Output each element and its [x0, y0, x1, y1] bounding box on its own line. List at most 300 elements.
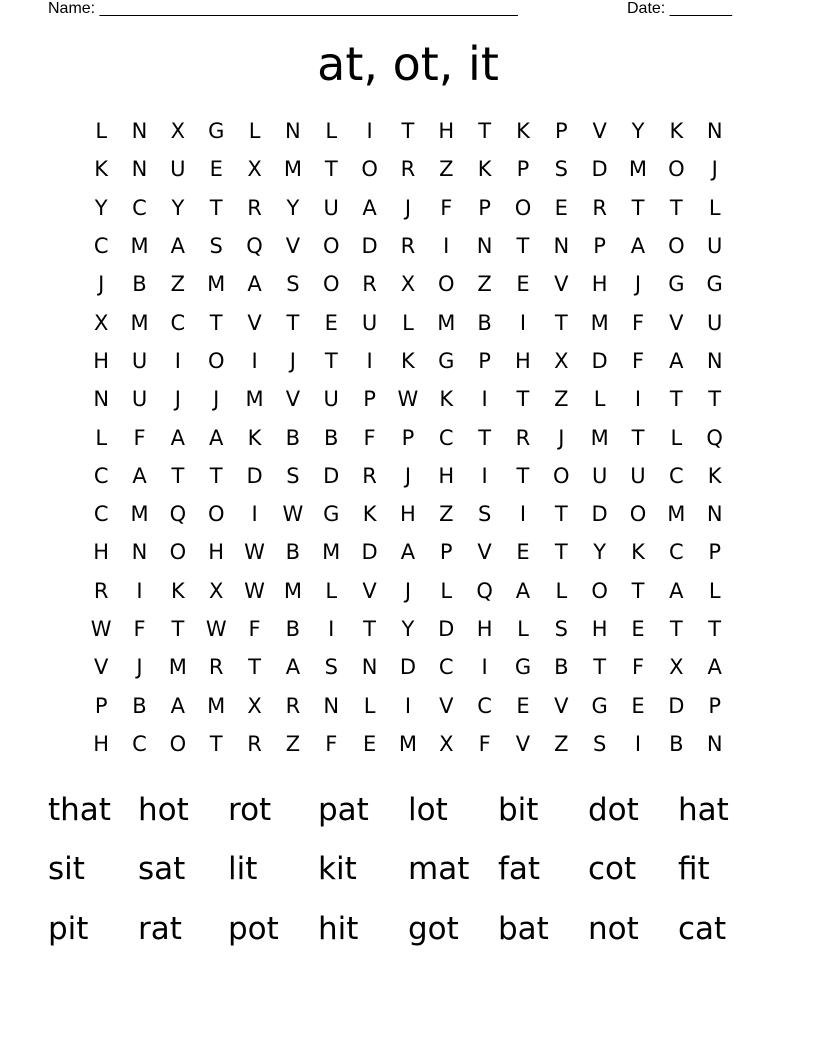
word-bank-item: pit	[48, 910, 89, 947]
word-bank-row	[48, 780, 768, 840]
grid-letter: N	[285, 119, 301, 144]
grid-letter: M	[322, 540, 341, 565]
grid-letter: Z	[439, 157, 454, 182]
grid-letter: Z	[477, 272, 492, 297]
grid-letter: U	[706, 310, 723, 335]
grid-letter: O	[668, 157, 685, 182]
word-bank-item: pot	[228, 910, 279, 947]
grid-row	[82, 189, 734, 227]
grid-letter: M	[207, 693, 226, 718]
grid-letter: S	[477, 502, 492, 527]
grid-letter: T	[669, 617, 683, 641]
grid-letter: R	[362, 463, 377, 488]
grid-letter: G	[438, 348, 455, 373]
grid-letter: D	[361, 234, 378, 259]
grid-letter: K	[362, 502, 377, 527]
grid-letter: H	[476, 617, 493, 641]
grid-letter: H	[591, 272, 608, 297]
grid-letter: P	[439, 540, 453, 565]
grid-row	[82, 495, 734, 533]
grid-letter: H	[400, 502, 416, 527]
grid-letter: U	[630, 463, 646, 488]
grid-letter: N	[706, 731, 723, 756]
grid-letter: Z	[554, 387, 569, 412]
grid-letter: H	[515, 348, 531, 373]
grid-letter: D	[591, 348, 608, 373]
grid-letter: E	[324, 310, 338, 335]
grid-letter: H	[438, 119, 455, 144]
grid-letter: L	[555, 578, 568, 603]
grid-letter: K	[247, 425, 262, 450]
grid-letter: M	[667, 502, 686, 527]
grid-letter: X	[209, 578, 224, 603]
grid-letter: G	[668, 272, 685, 297]
word-bank-item: dot	[588, 791, 639, 828]
grid-letter: M	[283, 157, 302, 182]
grid-letter: K	[94, 157, 109, 182]
grid-letter: N	[476, 234, 493, 259]
grid-letter: E	[554, 195, 568, 220]
grid-letter: J	[404, 578, 412, 603]
grid-letter: G	[591, 693, 608, 718]
grid-letter: E	[516, 540, 530, 565]
grid-letter: N	[706, 348, 723, 373]
grid-letter: A	[247, 272, 262, 297]
grid-letter: T	[401, 119, 415, 144]
grid-letter: F	[363, 425, 376, 450]
grid-letter: R	[93, 578, 109, 603]
grid-letter: G	[208, 119, 225, 144]
grid-letter: I	[328, 617, 335, 641]
grid-letter: O	[322, 272, 340, 297]
grid-letter: N	[361, 655, 378, 680]
grid-row	[82, 112, 734, 150]
grid-letter: O	[438, 272, 455, 297]
grid-letter: W	[244, 540, 265, 565]
grid-letter: V	[247, 310, 262, 335]
grid-letter: L	[593, 387, 606, 412]
grid-letter: O	[207, 502, 225, 527]
grid-letter: E	[631, 693, 645, 718]
grid-letter: D	[361, 540, 378, 565]
grid-row	[82, 533, 734, 571]
grid-letter: C	[93, 463, 109, 488]
grid-letter: F	[631, 310, 645, 335]
grid-row	[82, 380, 734, 418]
grid-letter: P	[593, 234, 606, 259]
grid-letter: K	[631, 540, 645, 565]
word-bank-item: hot	[138, 791, 189, 828]
grid-letter: O	[553, 463, 570, 488]
grid-letter: T	[286, 310, 300, 335]
grid-letter: T	[708, 617, 722, 641]
grid-letter: L	[95, 425, 108, 450]
grid-letter: M	[283, 578, 302, 603]
grid-letter: I	[443, 234, 450, 259]
grid-letter: R	[208, 655, 224, 680]
grid-letter: N	[323, 693, 340, 718]
grid-letter: D	[246, 463, 263, 488]
grid-letter: V	[285, 387, 301, 412]
word-bank-item: hat	[678, 791, 729, 828]
grid-letter: T	[324, 348, 338, 373]
word-bank-item: lot	[408, 791, 448, 828]
grid-letter: F	[440, 195, 453, 220]
grid-letter: Y	[593, 540, 607, 565]
grid-letter: T	[209, 463, 223, 488]
grid-letter: C	[438, 425, 454, 450]
grid-letter: G	[323, 502, 340, 527]
grid-letter: E	[631, 617, 645, 641]
grid-letter: L	[325, 578, 338, 603]
grid-row	[82, 725, 734, 763]
word-bank-item: cat	[678, 910, 727, 947]
grid-letter: T	[669, 195, 683, 220]
grid-letter: L	[708, 195, 721, 220]
grid-letter: T	[631, 425, 645, 450]
grid-letter: K	[401, 348, 415, 373]
grid-letter: U	[323, 195, 339, 220]
grid-letter: F	[133, 617, 146, 641]
grid-letter: D	[438, 617, 455, 641]
grid-letter: Q	[706, 425, 723, 450]
grid-row	[82, 303, 734, 341]
grid-letter: N	[553, 234, 570, 259]
grid-letter: T	[209, 310, 223, 335]
word-bank-item: pat	[318, 791, 369, 828]
grid-letter: W	[282, 502, 304, 527]
grid-letter: T	[516, 234, 530, 259]
grid-letter: I	[366, 348, 373, 373]
grid-letter: C	[668, 463, 684, 488]
grid-letter: J	[634, 272, 642, 297]
word-bank-row	[48, 840, 768, 900]
grid-letter: L	[517, 617, 529, 641]
grid-letter: J	[289, 348, 296, 373]
grid-letter: L	[440, 578, 453, 603]
grid-letter: I	[251, 502, 258, 527]
grid-letter: B	[132, 272, 147, 297]
grid-letter: M	[130, 502, 149, 527]
grid-letter: P	[708, 693, 721, 718]
grid-letter: L	[670, 425, 683, 450]
letter-grid	[82, 112, 734, 763]
word-bank	[48, 780, 768, 959]
grid-letter: I	[366, 119, 373, 144]
grid-letter: F	[325, 731, 338, 756]
word-bank-item: fat	[498, 851, 541, 888]
grid-letter: M	[590, 310, 609, 335]
grid-letter: V	[285, 234, 301, 259]
grid-letter: E	[209, 157, 223, 182]
grid-letter: D	[323, 463, 340, 488]
grid-letter: C	[132, 195, 147, 220]
grid-letter: J	[213, 387, 220, 412]
grid-letter: K	[170, 578, 185, 603]
grid-letter: M	[168, 655, 187, 680]
grid-letter: T	[593, 655, 607, 680]
grid-letter: S	[286, 272, 300, 297]
grid-letter: C	[668, 540, 684, 565]
grid-letter: C	[93, 234, 109, 259]
grid-letter: Y	[401, 617, 415, 641]
name-line: Name: _______________________________________________	[48, 0, 518, 17]
grid-letter: P	[363, 387, 376, 412]
grid-letter: T	[669, 387, 683, 412]
grid-letter: C	[438, 655, 454, 680]
grid-letter: K	[516, 119, 530, 144]
grid-letter: T	[324, 157, 338, 182]
grid-letter: M	[437, 310, 456, 335]
grid-letter: N	[706, 502, 723, 527]
word-bank-item: got	[408, 910, 459, 947]
grid-letter: H	[208, 540, 225, 565]
grid-letter: B	[477, 310, 492, 335]
grid-letter: X	[247, 693, 262, 718]
grid-letter: R	[285, 693, 301, 718]
grid-letter: I	[174, 348, 181, 373]
grid-letter: R	[400, 157, 416, 182]
grid-row	[82, 418, 734, 456]
grid-letter: P	[401, 425, 415, 450]
grid-letter: U	[361, 310, 378, 335]
grid-letter: F	[248, 617, 261, 641]
grid-row	[82, 648, 734, 686]
grid-letter: O	[361, 157, 378, 182]
grid-letter: P	[478, 348, 491, 373]
grid-letter: M	[130, 234, 149, 259]
grid-letter: W	[244, 578, 265, 603]
grid-letter: R	[362, 272, 377, 297]
grid-letter: U	[170, 157, 186, 182]
grid-letter: A	[362, 195, 377, 220]
grid-letter: O	[169, 540, 187, 565]
grid-letter: X	[554, 348, 569, 373]
grid-letter: T	[554, 310, 568, 335]
grid-letter: R	[592, 195, 607, 220]
grid-letter: A	[669, 348, 684, 373]
grid-letter: Z	[285, 731, 301, 756]
grid-letter: H	[591, 617, 608, 641]
grid-letter: T	[516, 387, 530, 412]
grid-letter: K	[707, 463, 722, 488]
grid-letter: V	[439, 693, 454, 718]
grid-letter: Q	[476, 578, 493, 603]
grid-letter: R	[515, 425, 531, 450]
grid-letter: L	[325, 119, 338, 144]
grid-letter: L	[402, 310, 414, 335]
grid-letter: V	[362, 578, 377, 603]
grid-letter: Q	[169, 502, 187, 527]
grid-letter: A	[515, 578, 531, 603]
grid-letter: P	[516, 157, 530, 182]
grid-letter: J	[136, 655, 143, 680]
grid-letter: C	[132, 731, 147, 756]
grid-letter: T	[209, 195, 223, 220]
grid-letter: I	[251, 348, 258, 373]
grid-letter: H	[93, 731, 110, 756]
grid-letter: O	[629, 502, 647, 527]
grid-letter: X	[170, 119, 186, 144]
grid-letter: T	[631, 195, 645, 220]
grid-letter: Z	[554, 731, 569, 756]
grid-letter: P	[478, 195, 491, 220]
grid-letter: S	[554, 617, 568, 641]
word-bank-item: bit	[498, 791, 539, 828]
grid-letter: U	[323, 387, 339, 412]
grid-letter: S	[209, 234, 223, 259]
grid-letter: X	[93, 310, 109, 335]
word-bank-item: bat	[498, 910, 549, 947]
grid-letter: J	[174, 387, 181, 412]
grid-letter: C	[93, 502, 109, 527]
grid-letter: I	[136, 578, 143, 603]
grid-letter: T	[171, 617, 185, 641]
grid-letter: G	[514, 655, 532, 680]
grid-letter: V	[554, 272, 569, 297]
grid-letter: E	[362, 731, 377, 756]
word-bank-item: rat	[138, 910, 182, 947]
grid-letter: U	[706, 234, 723, 259]
word-bank-item: sat	[138, 851, 186, 888]
grid-letter: P	[708, 540, 721, 565]
grid-letter: Y	[286, 195, 300, 220]
grid-letter: X	[669, 655, 684, 680]
grid-row	[82, 227, 734, 265]
grid-row	[82, 342, 734, 380]
grid-letter: A	[707, 655, 722, 680]
grid-letter: I	[481, 655, 488, 680]
word-bank-item: fit	[678, 851, 710, 888]
grid-letter: I	[481, 463, 488, 488]
word-bank-item: lit	[228, 851, 258, 888]
grid-letter: T	[248, 655, 261, 680]
grid-letter: W	[205, 617, 227, 641]
grid-letter: A	[285, 655, 301, 680]
grid-letter: Q	[246, 234, 263, 259]
grid-letter: B	[285, 425, 301, 450]
grid-letter: P	[554, 119, 568, 144]
grid-letter: S	[324, 655, 338, 680]
grid-letter: I	[634, 387, 642, 412]
grid-letter: T	[478, 119, 492, 144]
grid-letter: M	[628, 157, 648, 182]
grid-letter: T	[708, 387, 722, 412]
grid-letter: L	[95, 119, 108, 144]
grid-row	[82, 457, 734, 495]
grid-letter: H	[438, 463, 455, 488]
grid-letter: L	[708, 578, 721, 603]
grid-row	[82, 572, 734, 610]
grid-letter: M	[130, 310, 149, 335]
grid-letter: R	[247, 195, 262, 220]
grid-letter: N	[93, 387, 110, 412]
grid-letter: L	[363, 693, 376, 718]
grid-letter: O	[591, 578, 608, 603]
grid-letter: H	[93, 348, 110, 373]
grid-letter: X	[247, 157, 262, 182]
grid-letter: B	[132, 693, 147, 718]
word-bank-item: mat	[408, 851, 470, 888]
grid-letter: B	[324, 425, 339, 450]
grid-letter: J	[558, 425, 565, 450]
grid-letter: G	[706, 272, 723, 297]
date-line: Date: _______	[627, 0, 732, 17]
word-bank-row	[48, 899, 768, 959]
grid-letter: V	[554, 693, 569, 718]
grid-letter: A	[400, 540, 416, 565]
grid-letter: K	[477, 157, 492, 182]
grid-letter: D	[668, 693, 685, 718]
word-bank-item: that	[48, 791, 111, 828]
grid-letter: O	[668, 234, 685, 259]
grid-letter: B	[554, 655, 569, 680]
grid-letter: D	[399, 655, 416, 680]
grid-letter: A	[132, 463, 147, 488]
grid-letter: B	[285, 540, 301, 565]
grid-letter: M	[590, 425, 609, 450]
grid-letter: V	[592, 119, 607, 144]
grid-letter: R	[400, 234, 416, 259]
grid-letter: A	[170, 425, 186, 450]
grid-letter: E	[516, 693, 530, 718]
grid-letter: A	[630, 234, 646, 259]
grid-letter: V	[669, 310, 684, 335]
grid-letter: V	[477, 540, 492, 565]
grid-letter: W	[90, 617, 112, 641]
grid-letter: Z	[439, 502, 454, 527]
word-bank-item: not	[588, 910, 639, 947]
grid-letter: F	[478, 731, 491, 756]
grid-row	[82, 150, 734, 188]
grid-letter: Y	[171, 195, 185, 220]
grid-letter: O	[207, 348, 225, 373]
grid-row	[82, 686, 734, 724]
grid-letter: T	[516, 463, 530, 488]
grid-letter: T	[363, 617, 376, 641]
grid-letter: I	[404, 693, 412, 718]
grid-letter: Y	[631, 119, 645, 144]
grid-letter: D	[591, 502, 608, 527]
grid-letter: E	[516, 272, 530, 297]
grid-letter: X	[439, 731, 454, 756]
grid-letter: M	[398, 731, 417, 756]
grid-letter: U	[591, 463, 608, 488]
grid-letter: U	[131, 387, 148, 412]
grid-letter: D	[591, 157, 608, 182]
grid-letter: S	[554, 157, 568, 182]
grid-letter: J	[98, 272, 105, 297]
page-title: at, ot, it	[317, 37, 499, 91]
grid-letter: O	[322, 234, 340, 259]
grid-letter: T	[478, 425, 492, 450]
grid-letter: N	[131, 119, 148, 144]
grid-letter: J	[404, 463, 412, 488]
grid-letter: X	[400, 272, 416, 297]
grid-letter: T	[209, 731, 223, 756]
grid-letter: T	[631, 578, 645, 603]
grid-row	[82, 265, 734, 303]
grid-letter: B	[669, 731, 684, 756]
grid-letter: Y	[94, 195, 108, 220]
grid-letter: L	[248, 119, 261, 144]
grid-letter: A	[669, 578, 684, 603]
word-bank-item: hit	[318, 910, 359, 947]
grid-letter: S	[592, 731, 607, 756]
grid-letter: N	[706, 119, 723, 144]
grid-letter: T	[554, 502, 568, 527]
word-bank-item: kit	[318, 851, 357, 888]
